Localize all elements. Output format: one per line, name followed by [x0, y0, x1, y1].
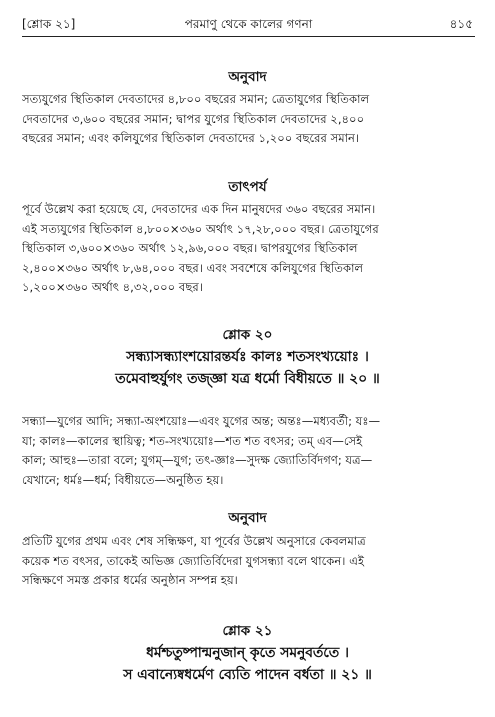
translation-heading: অনুবাদ: [228, 69, 267, 85]
purport-paragraph: [22, 200, 473, 298]
verse-21-text: [0, 642, 495, 686]
text-line: প্রতিটি যুগের প্রথম এবং শেষ সন্ধিক্ষণ, যা পূর্বের উল্লেখ অনুসারে কেবলমাত্র: [22, 534, 366, 548]
text-line: সন্ধ্যা—যুগের আদি; সন্ধ্যা-অংশয়োঃ—এবং যুগের অন্ত; অন্তঃ—মধ্যবর্তী; যঃ—: [22, 414, 381, 428]
text-line: বছরের সমান; এবং কলিযুগের স্থিতিকাল দেবতাদের ১,২০০ বছরের সমান।: [22, 131, 360, 146]
text-line: এই সত্যযুগের স্থিতিকাল ৪,৮০০×৩৬০ অর্থাৎ ১৭,২৮,০০০ বছর। ত্রেতাযুগের: [22, 221, 379, 236]
text-line: ১,২০০×৩৬০ অর্থাৎ ৪,৩২,০০০ বছর।: [22, 280, 203, 295]
header-verse-ref: [শ্লোক ২১]: [22, 17, 76, 31]
running-header: [22, 14, 475, 37]
verse-line: ধর্মশ্চতুষ্পান্মনুজান্ কৃতে সমনুবর্ততে ।: [146, 645, 349, 661]
verse-20-heading: শ্লোক ২০: [222, 327, 273, 343]
page-number: ৪১৫: [449, 17, 473, 31]
text-line: ২,৪০০×৩৬০ অর্থাৎ ৮,৬৪,০০০ বছর। এবং সবশেষে কলিযুগের স্থিতিকাল: [22, 260, 364, 275]
verse-21-heading: শ্লোক ২১: [222, 623, 273, 639]
text-line: সত্যযুগের স্থিতিকাল দেবতাদের ৪,৮০০ বছরের সমান; ত্রেতাযুগের স্থিতিকাল: [22, 92, 370, 106]
text-line: যা; কালঃ—কালের স্থায়িত্ব; শত-সংখ্যয়োঃ—শত শত বৎসর; তম্ এব—সেই: [22, 433, 363, 448]
translation-heading-2: অনুবাদ: [228, 510, 267, 526]
text-line: পূর্বে উল্লেখ করা হয়েছে যে, দেবতাদের এক দিন মানুষদের ৩৬০ বছরের সমান।: [22, 202, 376, 216]
translation-paragraph-2: [22, 532, 473, 591]
purport-heading: তাৎপর্য: [228, 179, 267, 195]
text-line: যেখানে; ধর্মঃ—ধর্ম; বিধীয়তে—অনুষ্ঠিত হয়।: [22, 472, 224, 487]
verse-line: স এবান্যেষ্বধর্মেণ ব্যেতি পাদেন বর্ধতা ॥ ২১ ॥: [123, 667, 372, 683]
translation-paragraph: [22, 90, 473, 149]
text-line: স্থিতিকাল ৩,৬০০×৩৬০ অর্থাৎ ১২,৯৬,০০০ বছর। দ্বাপরযুগের স্থিতিকাল: [22, 241, 358, 256]
text-line: কাল; আহুঃ—তারা বলে; যুগম্—যুগ; তৎ-জ্ঞাঃ—সুদক্ষ জ্যোতির্বিদগণ; যত্র—: [22, 453, 373, 468]
synonyms-paragraph: [22, 412, 473, 490]
verse-line: সন্ধ্যাসন্ধ্যাংশয়োরন্তর্যঃ কালঃ শতসংখ্যয়োঃ ।: [126, 349, 369, 365]
text-line: কয়েক শত বৎসর, তাকেই অভিজ্ঞ জ্যোতির্বিদেরা যুগসন্ধ্যা বলে থাকেন। এই: [22, 553, 364, 568]
text-line: সন্ধিক্ষণে সমস্ত প্রকার ধর্মের অনুষ্ঠান সম্পন্ন হয়।: [22, 573, 238, 588]
header-chapter-title: পরমাণু থেকে কালের গণনা: [184, 17, 313, 31]
verse-line: তমেবাহুর্যুগং তজ্জ্ঞা যত্র ধর্মো বিধীয়তে ॥ ২০ ॥: [115, 371, 380, 387]
text-line: দেবতাদের ৩,৬০০ বছরের সমান; দ্বাপর যুগের স্থিতিকাল দেবতাদের ২,৪০০: [22, 111, 365, 126]
verse-20-text: [0, 346, 495, 390]
